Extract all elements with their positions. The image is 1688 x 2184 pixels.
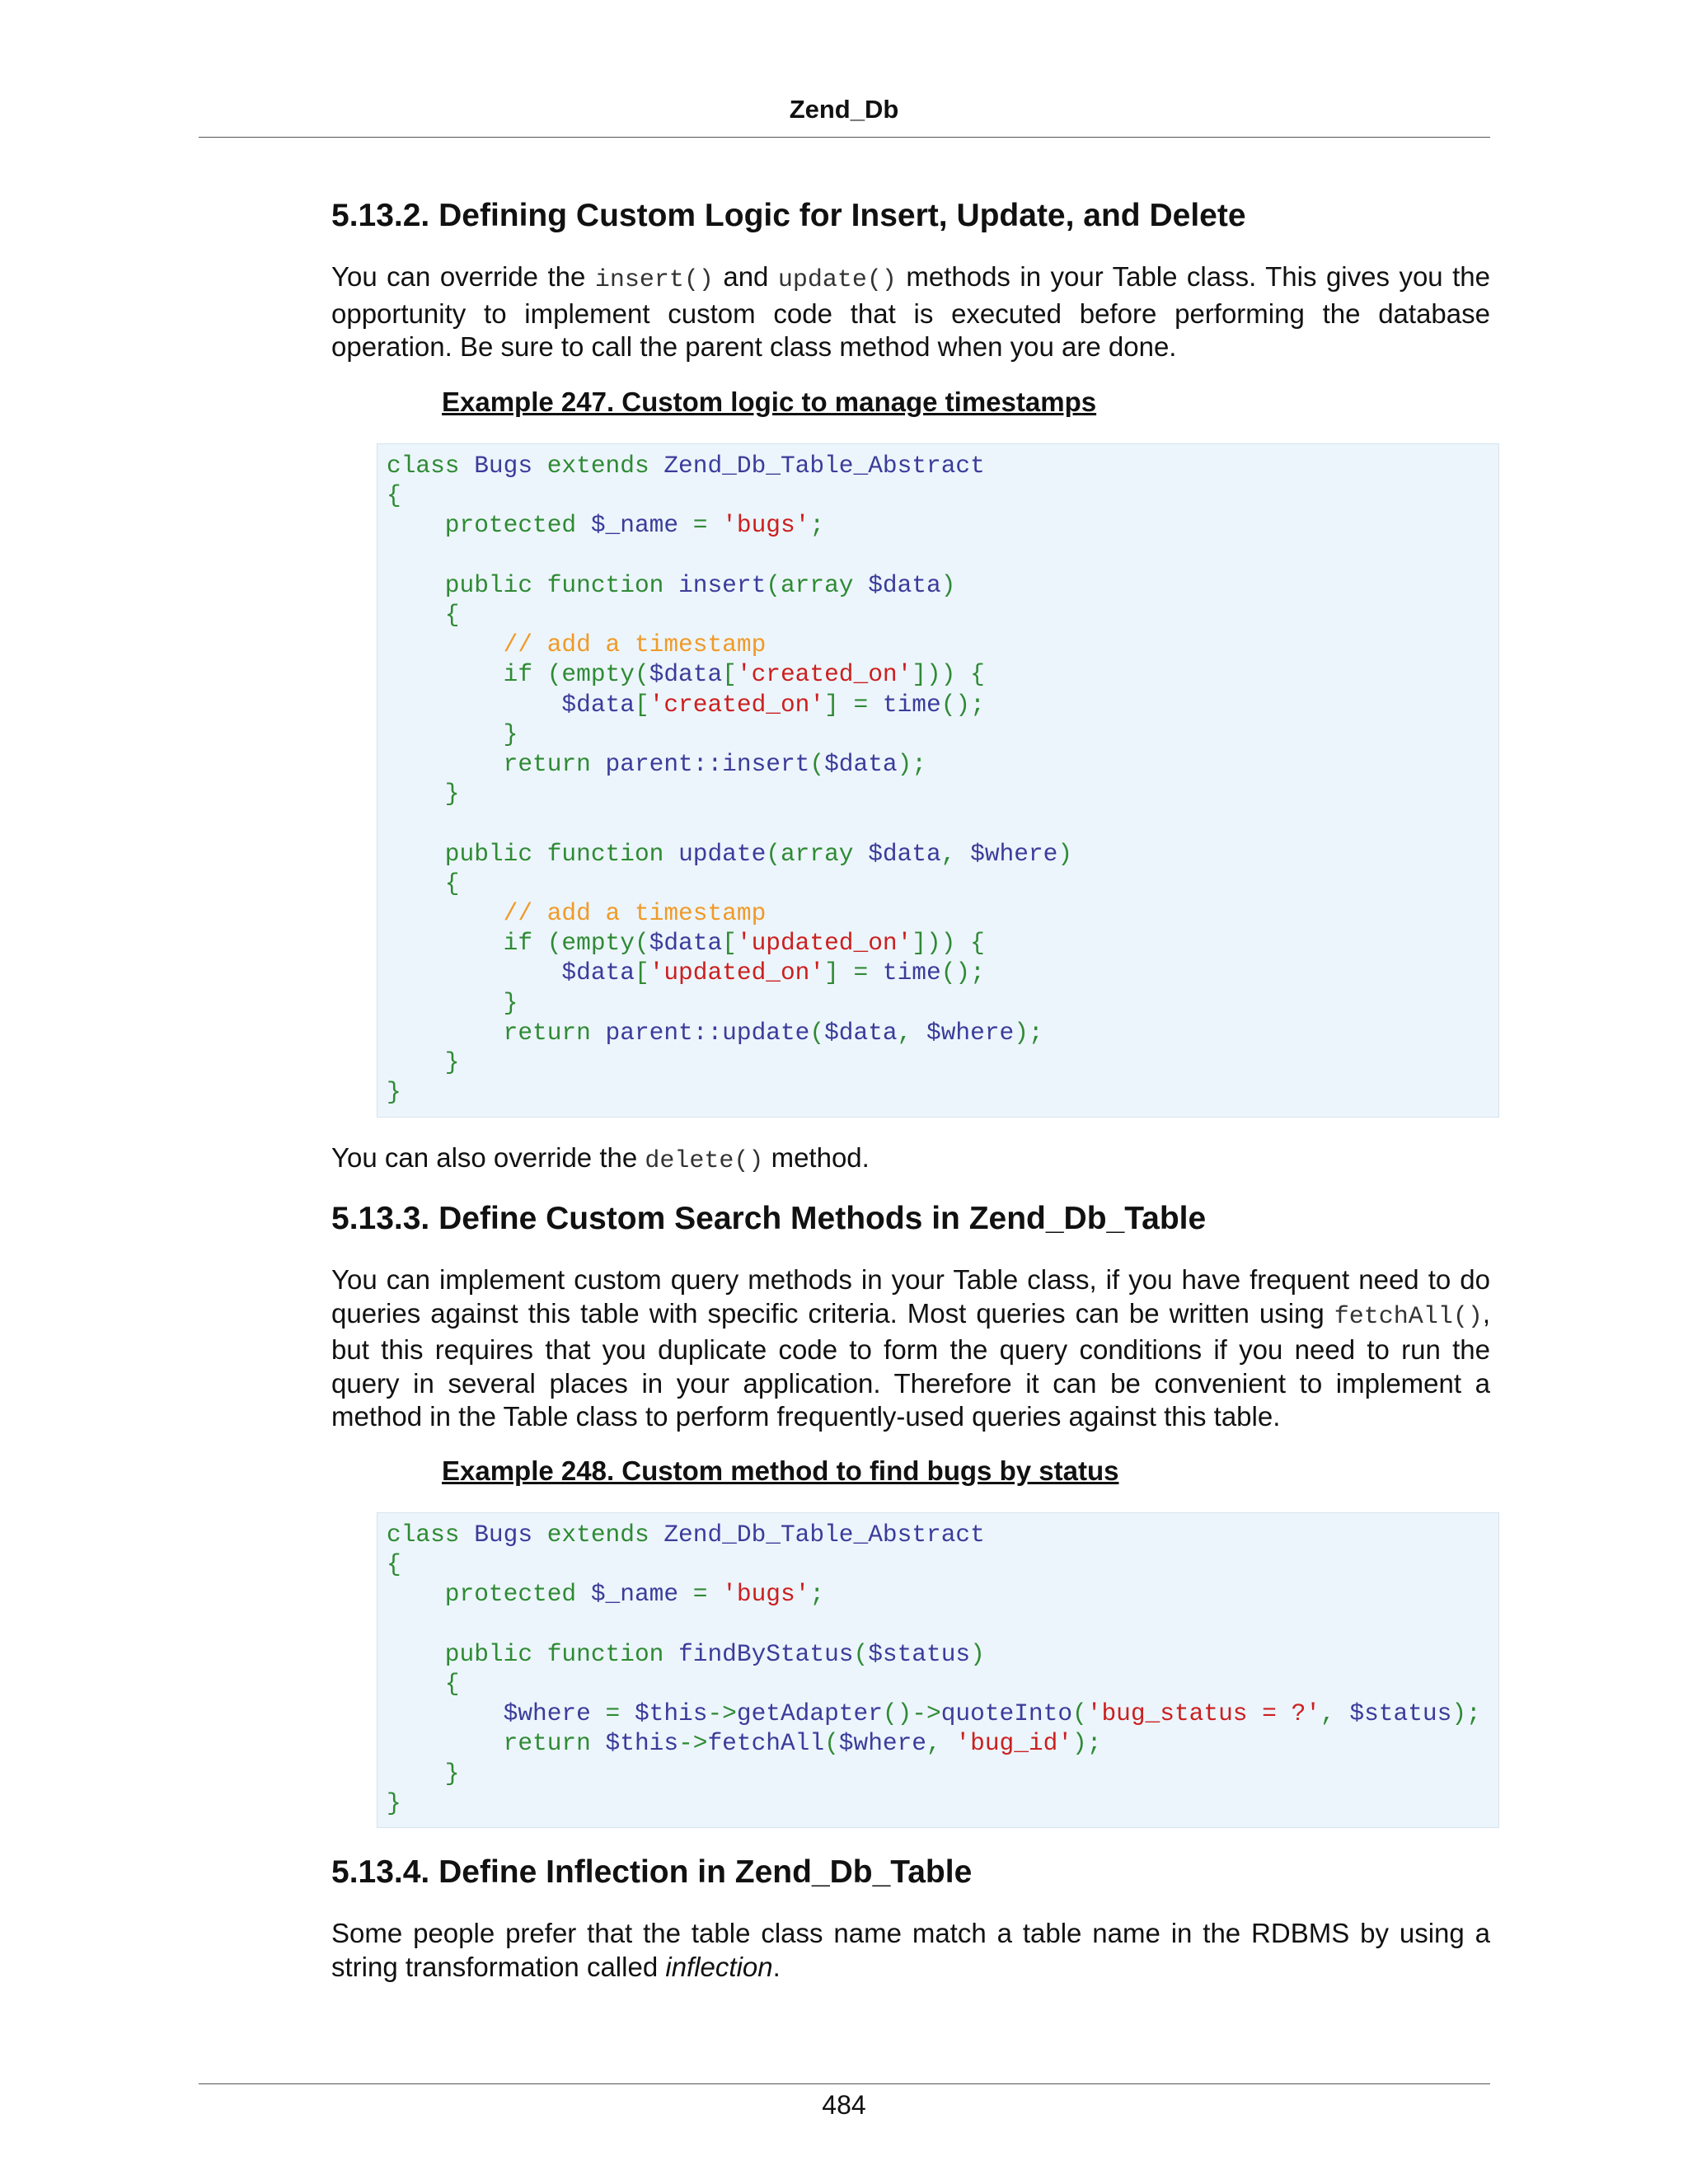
text-run: . [772, 1951, 781, 1982]
code-block-example-248 [377, 1512, 1499, 1828]
footer-rule [199, 2083, 1490, 2084]
section-2-after-paragraph [331, 1141, 1490, 1179]
section-heading-5-13-3: 5.13.3. Define Custom Search Methods in Zend_Db_Table [331, 1201, 1207, 1236]
section-heading-5-13-4: 5.13.4. Define Inflection in Zend_Db_Table [331, 1854, 973, 1890]
text-run: Some people prefer that the table class name match a table name in the RDBMS by using a string transformation called [331, 1918, 1490, 1982]
page-number: 484 [822, 2090, 866, 2120]
inline-code-fetchall: fetchAll() [1334, 1302, 1483, 1331]
running-header-title: Zend_Db [789, 95, 899, 124]
text-run: You can implement custom query methods in your Table class, if you have frequent need to do queries against this table with specific criteria. Most queries can be written using [331, 1264, 1490, 1329]
section-3-paragraph [331, 1263, 1490, 1434]
header-rule [199, 137, 1490, 138]
text-run: method. [763, 1142, 870, 1173]
inline-code-insert: insert() [594, 266, 714, 294]
text-run: methods in your Table class. This gives you the opportunity to implement custom code that is executed before performing the database operation. Be sure to call the parent class method when you are done. [331, 261, 1490, 362]
example-247-title: Example 247. Custom logic to manage timestamps [442, 387, 1097, 417]
emphasis-inflection: inflection [665, 1951, 773, 1982]
inline-code-delete: delete() [645, 1147, 764, 1175]
inline-code-update: update() [777, 266, 897, 294]
text-run: and [713, 261, 778, 292]
text-run: , but this requires that you duplicate code to form the query conditions if you need to run the query in several places in your application. Therefore it can be convenient to implement a method in the Table class to perform frequently-used queries against this table. [331, 1297, 1490, 1432]
section-4-paragraph [331, 1917, 1490, 1984]
example-248-title: Example 248. Custom method to find bugs by status [442, 1455, 1119, 1486]
code-block-example-247 [377, 443, 1499, 1118]
code-listing: class Bugs extends Zend_Db_Table_Abstract { protected $_name = 'bugs'; public function insert(array $data) { // add a timestamp if (empty($data['created_on'])) { $data['created_on'] = time(); } return parent::insert($data); } public function update(array $data, $where) { // add a timestamp if (empty($data['updated_on'])) { $data['updated_on'] = time(); } return parent::update($data, $where); } } [387, 452, 1073, 1107]
code-listing: class Bugs extends Zend_Db_Table_Abstract { protected $_name = 'bugs'; public function findByStatus($status) { $where = $this->getAdapter()->quoteInto('bug_status = ?', $status); return $this->fetchAll($where, 'bug_id'); } } [387, 1521, 1481, 1817]
section-2-paragraph [331, 260, 1490, 364]
text-run: You can also override the [331, 1142, 645, 1173]
text-run: You can override the [331, 261, 595, 292]
section-heading-5-13-2: 5.13.2. Defining Custom Logic for Insert, Update, and Delete [331, 198, 1246, 233]
